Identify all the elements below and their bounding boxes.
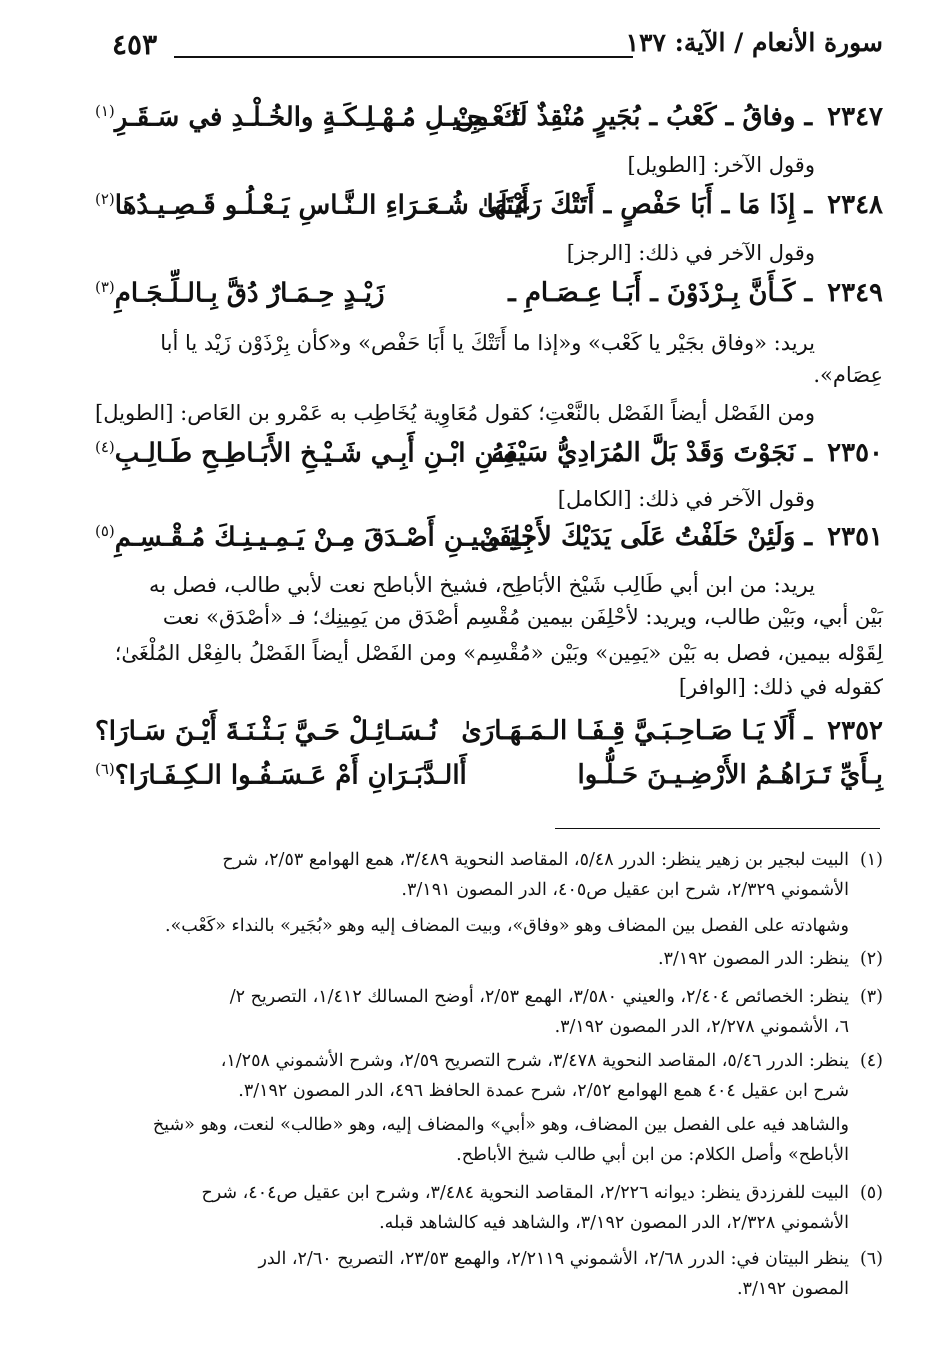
footnote-number: (٥) <box>859 1183 883 1203</box>
footnote <box>95 982 883 1042</box>
verse-line: ٢٣٥٢ ـ أَلَا يَـا صَـاحِـبَـيَّ قِـفَـا الـمَـهَـارَىٰ نُـسَـائِـلْ حَـيَّ بَـثْـنَـةَ أَيْـنَ سَـارَا؟ <box>95 716 883 747</box>
footnote-line: ٦، الأشموني ٢/٢٧٨، الدر المصون ٣/١٩٢. <box>554 1017 849 1037</box>
footnote-line: البيت للفرزدق ينظر: ديوانه ٢/٢٢٦، المقاصد النحوية ٣/٤٨٤، وشرح ابن عقيل ص٤٠٤، شرح <box>201 1183 849 1203</box>
hemistich-left: عَـلَىٰ شُـعَـرَاءِ الـنَّـاسِ يَـعْـلُـو قَـصِـيـدُهَا <box>114 190 532 221</box>
footnote-ref: (٣) <box>95 278 115 296</box>
hemistich-left: بِـيَـمِـيـنِ أَصْـدَقَ مِـنْ يَـمِـيـنِـكَ مُـقْـسِـمِ <box>114 522 533 553</box>
hemistich-left: زَيْـدٍ حِـمَـارٌ دُقَّ بِـالـلِّـجَـامِ <box>114 278 385 309</box>
verse-line: ٢٣٤٩ ـ كَـأَنَّ بِـرْذَوْنَ ـ أَبَـا عِـصَـامِ ـ زَيْـدٍ حِـمَـارٌ دُقَّ بِـالـلِّـجَـامِ$^{(٣)}$ <box>95 278 883 309</box>
text-line: بَيْن أبي، وبَيْن طالب، ويريد: لأحْلِفَن بيمين مُقْسِم أصْدَق من يَمِينِك؛ فـ «أصْدَق» نعت <box>162 605 883 629</box>
surah-title: سورة الأنعام / الآية: ١٣٧ <box>625 28 883 57</box>
footnote <box>95 1178 883 1238</box>
footnote-line: البيت لبجير بن زهير ينظر: الدرر ٥/٤٨، المقاصد النحوية ٣/٤٨٩، همع الهوامع ٢/٥٣، شرح <box>222 850 849 870</box>
footnote-ref: (١) <box>95 102 115 120</box>
text-line: وقول الآخر في ذلك: [الرجز] <box>566 241 815 265</box>
footnote <box>95 944 883 974</box>
verse-line <box>95 760 883 800</box>
footnote-line: الأشموني ٢/٣٢٩، شرح ابن عقيل ص٤٠٥، الدر المصون ٣/١٩١. <box>401 880 849 900</box>
footnote-line: وشهادته على الفصل بين المضاف وهو «وفاق»، وبيت المضاف إليه وهو «بُجَير» بالنداء «كَعْب». <box>165 916 849 936</box>
footnote-line: شرح ابن عقيل ٤٠٤ همع الهوامع ٢/٥٢، شرح عمدة الحافظ ٤٩٦، الدر المصون ٣/١٩٢. <box>238 1081 849 1101</box>
verse-line: ٢٣٥٠ ـ نَجَوْتَ وَقَدْ بَلَّ المُرَادِيُّ سَيْفَهُ مِـنِ ابْـنِ أَبِـي شَـيْـخِ الأَبَـاطِـحِ طَـالِـبِ$^{(٤)}$ <box>95 438 883 469</box>
text-line: يريد: من ابن أبي طَالِب شَيْخ الأبَاطِح، فشيخ الأباطح نعت لأبي طالب، فصل به <box>148 573 815 597</box>
hemistich-left: أَالـدَّبَـرَانِ أَمْ عَـسَـفُـوا الـكِـفَـارَا؟ <box>114 760 467 791</box>
footnote-separator <box>555 828 880 829</box>
hemistich-left: مِـنِ ابْـنِ أَبِـي شَـيْـخِ الأَبَـاطِـحِ طَـالِـبِ <box>114 438 516 469</box>
footnote-line: والشاهد فيه على الفصل بين المضاف، وهو «أبي» والمضاف إليه، وهو «طالب» لنعت، وهو «شيخ <box>152 1115 849 1135</box>
verse-number: ٢٣٥١ <box>827 522 883 552</box>
hemistich-right: وَلَئِنْ حَلَفْتُ عَلَى يَدَيْكَ لأَحْلِفَنْ <box>479 522 796 552</box>
footnote-line: ينظر: الدر المصون ٣/١٩٢. <box>657 949 849 969</box>
verse-number: ٢٣٤٩ <box>827 278 883 308</box>
footnote-number: (١) <box>859 850 883 870</box>
page-header <box>112 28 883 68</box>
text-line: لِقَوْله بيمين، فصل به بَيْن «يَمِين» وبَيْن «مُقْسِم» ومن الفَصْل أيضاً الفَصْلُ بالفِعْل المُلْغَىٰ؛ <box>114 641 883 665</box>
verse-number: ٢٣٤٨ <box>827 190 883 220</box>
page-number: ٤٥٣ <box>112 28 158 61</box>
footnote <box>95 845 883 941</box>
verse-number: ٢٣٥٠ <box>827 438 883 468</box>
footnote-ref: (٥) <box>95 522 115 540</box>
hemistich-right: نَجَوْتَ وَقَدْ بَلَّ المُرَادِيُّ سَيْفَهُ <box>491 438 796 468</box>
footnote-ref: (٢) <box>95 190 115 208</box>
footnote <box>95 1046 883 1170</box>
verse-number: ٢٣٤٧ <box>827 102 883 132</box>
footnote-line: الأشموني ٢/٣٢٨، الدر المصون ٣/١٩٢، والشاهد فيه كالشاهد قبله. <box>379 1213 849 1233</box>
hemistich-left: تَـعْـجِـيـلِ مُـهْـلِـكَـةٍ والخُـلْـدِ في سَـقَـرِ <box>114 102 520 133</box>
verse-line: ٢٣٤٨ ـ إِذَا مَا ـ أَبَا حَفْصٍ ـ أَتَتْكَ رَأَيْتَهَا عَـلَىٰ شُـعَـرَاءِ الـنَّـاسِ يَـعْـلُـو قَـصِـيـدُهَا$^{(٢)}$ <box>95 190 883 221</box>
verse-line: ٢٣٥١ ـ وَلَئِنْ حَلَفْتُ عَلَى يَدَيْكَ لأَحْلِفَنْ بِـيَـمِـيـنِ أَصْـدَقَ مِـنْ يَـمِـيـنِـكَ مُـقْـسِـمِ$^{(٥)}$ <box>95 522 883 553</box>
hemistich-left: نُـسَـائِـلْ حَـيَّ بَـثْـنَـةَ أَيْـنَ سَـارَا؟ <box>95 716 438 747</box>
footnote-line: ينظر البيتان في: الدرر ٢/٦٨، الأشموني ٢/٢١١٩، والهمع ٢٣/٥٣، التصريح ٢/٦٠، الدر <box>258 1249 849 1269</box>
hemistich-right: أَلَا يَـا صَـاحِـبَـيَّ قِـفَـا الـمَـهَـارَىٰ <box>461 716 796 746</box>
verse-line: ٢٣٤٧ ـ وفاقُ ـ كَعْبُ ـ بُجَيرٍ مُنْقِذٌ لَكَ مِنْ تَـعْـجِـيـلِ مُـهْـلِـكَـةٍ والخُـلْـدِ في سَـقَـرِ$^{(١)}$ <box>95 102 883 133</box>
hemistich-right: كَـأَنَّ بِـرْذَوْنَ ـ أَبَـا عِـصَـامِ ـ <box>508 278 796 308</box>
text-line: عِصَام». <box>813 363 883 387</box>
text-line: وقول الآخر: [الطويل] <box>627 153 815 177</box>
footnote-number: (٦) <box>859 1249 883 1269</box>
verse-number: ٢٣٥٢ <box>827 716 883 746</box>
footnote-number: (٣) <box>859 987 883 1007</box>
footnote-number: (٤) <box>859 1051 883 1071</box>
hemistich-right: بِـأَيِّ تَـرَاهُـمُ الأَرْضِـيـنَ حَـلُّـوا <box>577 760 883 790</box>
text-line: يريد: «وفاق بجَيْر يا كَعْب» و«إذا ما أَتَتْكَ يا أَبَا حَفْص» و«كأن بِرْذَوْن زَيْد يا أبا <box>160 331 815 355</box>
text-line: كقوله في ذلك: [الوافر] <box>678 675 883 699</box>
header-rule <box>174 56 633 58</box>
footnote-ref: (٤) <box>95 438 115 456</box>
text-line: وقول الآخر في ذلك: [الكامل] <box>557 487 815 511</box>
text-line: ومن الفَصْل أيضاً الفَصْل بالنَّعْتِ؛ كقول مُعَاوِية يُخَاطِب به عَمْرو بن العَاص: [الطويل] <box>95 401 815 425</box>
hemistich-right: إِذَا مَا ـ أَبَا حَفْصٍ ـ أَتَتْكَ رَأَيْتَهَا <box>486 190 796 220</box>
hemistich-right: وفاقُ ـ كَعْبُ ـ بُجَيرٍ مُنْقِذٌ لَكَ مِنْ <box>454 102 796 132</box>
footnote-line: الأباطح» وأصل الكلام: من ابن أبي طالب شيخ الأباطح. <box>456 1145 849 1165</box>
footnote-ref: (٦) <box>95 760 115 778</box>
footnote-number: (٢) <box>859 949 883 969</box>
footnote-line: ينظر: الدرر ٥/٤٦، المقاصد النحوية ٣/٤٧٨، شرح التصريح ٢/٥٩، وشرح الأشموني ١/٢٥٨، <box>220 1051 849 1071</box>
footnote <box>95 1244 883 1304</box>
footnote-line: المصون ٣/١٩٢. <box>736 1279 849 1299</box>
footnote-line: ينظر: الخصائص ٢/٤٠٤، والعيني ٣/٥٨٠، الهمع ٢/٥٣، أوضح المسالك ١/٤١٢، التصريح ٢/ <box>229 987 849 1007</box>
